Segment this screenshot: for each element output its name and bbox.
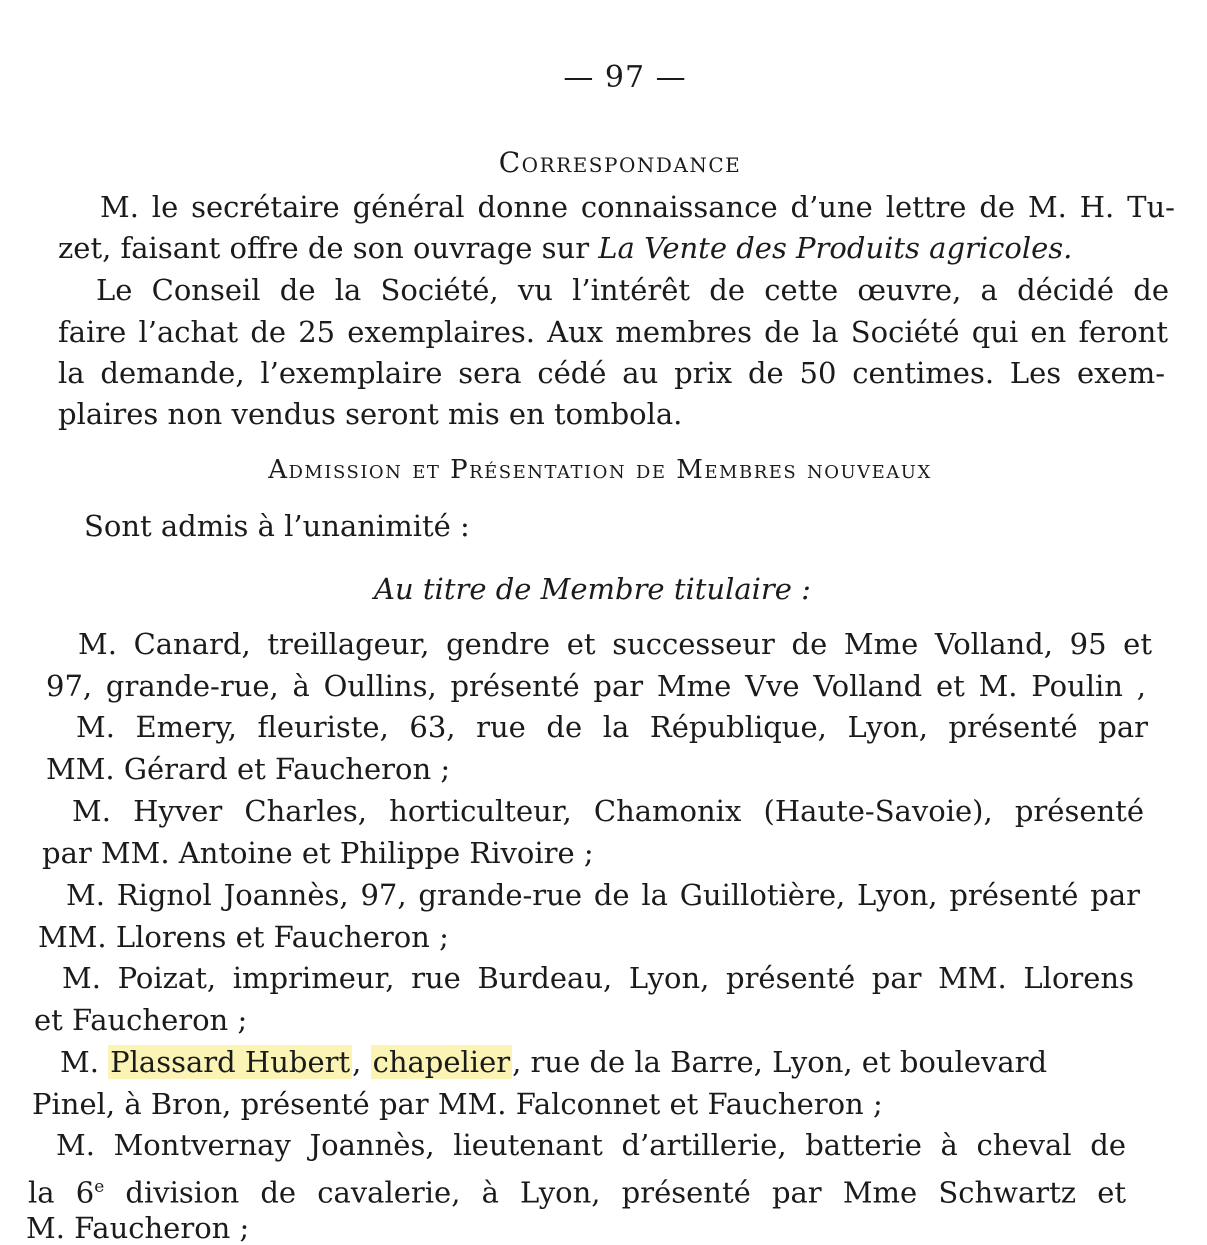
text-span: M. le secrétaire général donne connaissance d’une lettre de M. H. Tu- bbox=[100, 190, 1175, 224]
highlighted-name: Plassard Hubert bbox=[110, 1045, 351, 1079]
paragraph-line bbox=[58, 231, 1158, 265]
paragraph-line bbox=[34, 1003, 1034, 1037]
text-span: MM. Gérard et Faucheron ; bbox=[46, 752, 451, 786]
highlighted-profession: chapelier bbox=[372, 1045, 511, 1079]
paragraph-line bbox=[46, 752, 1046, 786]
paragraph-line bbox=[58, 397, 1158, 431]
text-span: Le Conseil de la Société, vu l’intérêt de cette œuvre, a décidé de bbox=[96, 273, 1169, 307]
membership-subheading: Au titre de Membre titulaire : bbox=[374, 572, 811, 606]
admission-heading: Admission et Présentation de Membres nouveaux bbox=[268, 455, 932, 485]
text-span: M. Poizat, imprimeur, rue Burdeau, Lyon, présenté par MM. Llorens bbox=[62, 961, 1134, 995]
paragraph-line bbox=[72, 794, 1144, 828]
paragraph-line bbox=[26, 1211, 626, 1245]
text-span: M. Hyver Charles, horticulteur, Chamonix (Haute-Savoie), présenté bbox=[72, 794, 1144, 828]
text-span: MM. Llorens et Faucheron ; bbox=[38, 920, 449, 954]
page-number: — 97 — bbox=[563, 60, 687, 95]
paragraph-line bbox=[38, 920, 1038, 954]
paragraph-line bbox=[84, 509, 684, 543]
text-span: M. Emery, fleuriste, 63, rue de la République, Lyon, présenté par bbox=[76, 710, 1148, 744]
text-span: faire l’achat de 25 exemplaires. Aux membres de la Société qui en feront bbox=[58, 315, 1168, 349]
paragraph-line bbox=[56, 1128, 1126, 1162]
text-span: la 6 bbox=[28, 1175, 95, 1210]
text-span: zet, faisant offre de son ouvrage sur bbox=[58, 231, 590, 265]
paragraph-line bbox=[58, 315, 1168, 349]
text-span: , rue de la Barre, Lyon, et boulevard bbox=[512, 1045, 1048, 1079]
paragraph-line bbox=[42, 836, 1042, 870]
paragraph-line: M. Plassard Hubert, chapelier, rue de la Barre, Lyon, et boulevard bbox=[60, 1045, 1048, 1079]
paragraph-line bbox=[96, 273, 1169, 307]
text-span: division de cavalerie, à Lyon, présenté par Mme Schwartz et bbox=[104, 1175, 1127, 1210]
paragraph-line bbox=[28, 1170, 1126, 1210]
text-span: par MM. Antoine et Philippe Rivoire ; bbox=[42, 836, 594, 870]
text-span: Sont admis à l’unanimité : bbox=[84, 509, 470, 543]
text-span: la demande, l’exemplaire sera cédé au prix de 50 centimes. Les exem- bbox=[58, 356, 1165, 390]
paragraph-line bbox=[46, 669, 1146, 703]
paragraph-line bbox=[32, 1087, 1032, 1121]
text-span: M. Faucheron ; bbox=[26, 1211, 250, 1245]
text-span: et Faucheron ; bbox=[34, 1003, 248, 1037]
text-span: plaires non vendus seront mis en tombola. bbox=[58, 397, 683, 431]
paragraph-line bbox=[66, 878, 1140, 912]
text-span: Pinel, à Bron, présenté par MM. Falconnet et Faucheron ; bbox=[32, 1087, 883, 1121]
text-span: 97, grande-rue, à Oullins, présenté par Mme Vve Volland et M. Poulin , bbox=[46, 669, 1146, 703]
text-span: M. Canard, treillageur, gendre et successeur de Mme Volland, 95 et bbox=[78, 627, 1152, 661]
paragraph-line bbox=[62, 961, 1134, 995]
paragraph-line bbox=[76, 710, 1148, 744]
book-title: La Vente des Produits agricoles. bbox=[598, 231, 1073, 265]
text-span: M. Rignol Joannès, 97, grande-rue de la Guillotière, Lyon, présenté par bbox=[66, 878, 1140, 912]
text-span: M. bbox=[60, 1045, 99, 1079]
correspondance-heading: Correspondance bbox=[498, 146, 742, 179]
paragraph-line bbox=[78, 627, 1152, 661]
paragraph-line bbox=[100, 190, 1175, 224]
paragraph-line bbox=[58, 356, 1165, 390]
text-span: M. Montvernay Joannès, lieutenant d’artillerie, batterie à cheval de bbox=[56, 1128, 1126, 1162]
superscript: e bbox=[94, 1177, 105, 1197]
